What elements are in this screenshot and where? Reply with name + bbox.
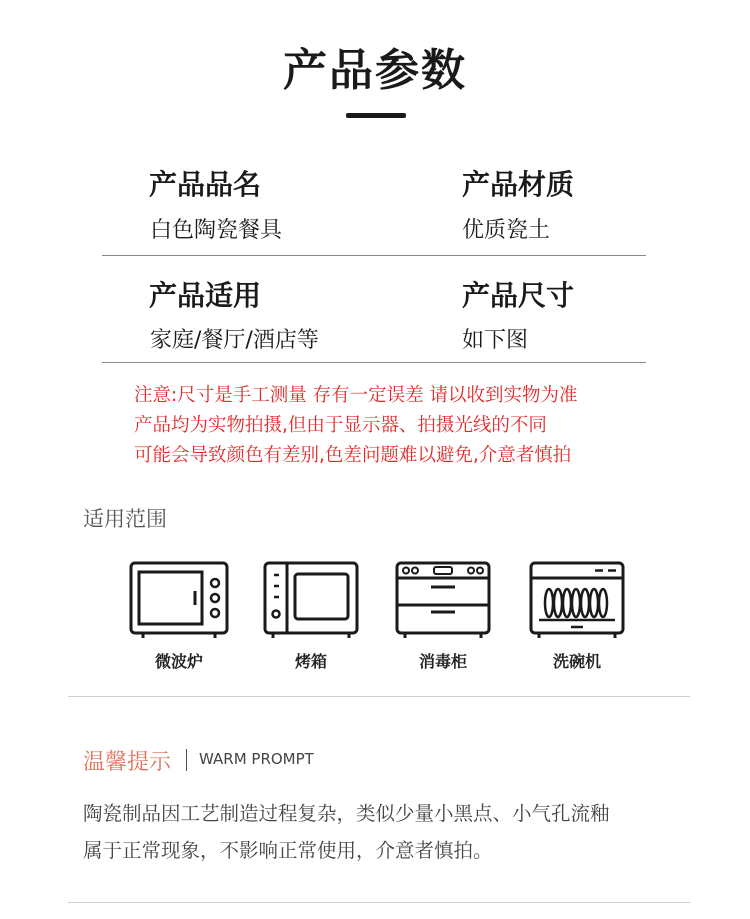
tips-line-2: 属于正常现象，不影响正常使用，介意者慎拍。 — [83, 839, 493, 862]
notice-line-1: 注意:尺寸是手工测量 存有一定误差 请以收到实物为准 — [134, 385, 578, 406]
usage-item-oven — [256, 561, 366, 672]
tips-line-1: 陶瓷制品因工艺制造过程复杂，类似少量小黑点、小气孔流釉 — [83, 802, 610, 825]
usage-item-dishwasher — [522, 561, 632, 672]
microwave-icon — [129, 561, 229, 639]
tips-subtitle: WARM PROMPT — [199, 750, 314, 768]
usage-item-label: 消毒柜 — [418, 652, 467, 671]
param-size-label: 产品尺寸 — [462, 279, 575, 312]
notice-line-3: 可能会导致颜色有差别,色差问题难以避免,介意者慎拍 — [134, 445, 572, 466]
usage-section-title: 适用范围 — [83, 507, 167, 531]
param-usage-value: 家庭/餐厅/酒店等 — [150, 328, 319, 353]
bottom-divider — [68, 902, 690, 903]
tips-title: 温馨提示 — [83, 750, 172, 775]
dishwasher-icon — [527, 561, 627, 639]
param-name-label: 产品品名 — [149, 168, 262, 201]
usage-item-label: 洗碗机 — [552, 652, 601, 671]
param-name-value: 白色陶瓷餐具 — [150, 218, 283, 243]
usage-item-label: 烤箱 — [294, 652, 327, 671]
param-material-value: 优质瓷土 — [462, 218, 551, 243]
oven-icon — [261, 561, 361, 639]
title-underline — [346, 113, 406, 118]
tips-separator — [186, 749, 187, 771]
page-title: 产品参数 — [283, 45, 467, 96]
usage-item-microwave — [124, 561, 234, 672]
sterilizer-cabinet-icon — [393, 561, 493, 639]
notice-line-2: 产品均为实物拍摄,但由于显示器、拍摄光线的不同 — [134, 415, 547, 436]
param-size-value: 如下图 — [462, 328, 529, 353]
usage-item-label: 微波炉 — [154, 652, 203, 671]
param-divider-1 — [102, 255, 646, 256]
param-usage-label: 产品适用 — [149, 279, 262, 312]
param-divider-2 — [102, 362, 646, 363]
param-material-label: 产品材质 — [462, 168, 575, 201]
usage-item-sterilizer — [388, 561, 498, 672]
usage-divider — [68, 696, 690, 697]
